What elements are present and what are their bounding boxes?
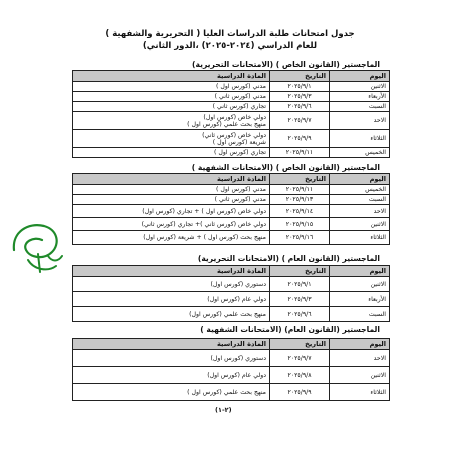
table-row (73, 185, 390, 195)
section-heading-private-written: الماجستير (القانون الخاص ) (الامتحانات التحريرية) (192, 60, 380, 69)
cell-day: الاثنين (330, 367, 390, 384)
table-header-row (73, 174, 390, 185)
table-row (73, 384, 390, 401)
cell-date: ٢٠٢٥/٩/١٤ (270, 205, 330, 218)
column-header-subject: المادة الدراسية (73, 339, 270, 350)
column-header-date: التاريخ (270, 339, 330, 350)
cell-subject (73, 130, 270, 148)
cell-date: ٢٠٢٥/٩/٦ (270, 307, 330, 322)
table-row (73, 82, 390, 92)
table-row (73, 231, 390, 245)
table-header-row (73, 266, 390, 277)
cell-date: ٢٠٢٥/٩/٩ (270, 384, 330, 401)
cell-date: ٢٠٢٥/٩/٧ (270, 112, 330, 130)
column-header-day: اليوم (330, 339, 390, 350)
cell-subject: مدني (كورس اول ) (73, 82, 270, 92)
cell-subject: دستوري (كورس اول) (73, 277, 270, 292)
cell-date: ٢٠٢٥/٩/٩ (270, 130, 330, 148)
cell-day: الاحد (330, 350, 390, 367)
cell-date: ٢٠٢٥/٩/١١ (270, 148, 330, 158)
section-heading-private-oral: الماجستير (القانون الخاص ) (الامتحانات الشفهية ) (191, 163, 380, 172)
table-row (73, 130, 390, 148)
cell-subject: دولي عام (كورس اول) (73, 367, 270, 384)
cell-subject: مدني (كورس ثاني ) (73, 195, 270, 205)
schedule-table-private-written (72, 70, 390, 158)
handwritten-signature (8, 210, 78, 280)
schedule-table-private-oral (72, 173, 390, 245)
cell-day: الثلاثاء (330, 231, 390, 245)
cell-date: ٢٠٢٥/٩/١١ (270, 185, 330, 195)
table-row (73, 292, 390, 307)
cell-subject: منهج بحث (كورس اول ) + شريعة (كورس اول) (73, 231, 270, 245)
cell-date: ٢٠٢٥/٩/١ (270, 82, 330, 92)
cell-subject: مدني (كورس ثاني ) (73, 92, 270, 102)
column-header-date: التاريخ (270, 266, 330, 277)
cell-day: الأربعاء (330, 92, 390, 102)
subject-line: شريعة (كورس اول ) (212, 138, 266, 146)
cell-date: ٢٠٢٥/٩/٣ (270, 92, 330, 102)
cell-day: السبت (330, 195, 390, 205)
table-row (73, 195, 390, 205)
column-header-subject: المادة الدراسية (73, 71, 270, 82)
table-row (73, 307, 390, 322)
cell-day: الاثنين (330, 277, 390, 292)
table-row (73, 350, 390, 367)
table-row (73, 112, 390, 130)
cell-date: ٢٠٢٥/٩/٣ (270, 292, 330, 307)
column-header-subject: المادة الدراسية (73, 266, 270, 277)
cell-date: ٢٠٢٥/٩/٦ (270, 102, 330, 112)
cell-day: السبت (330, 307, 390, 322)
cell-date: ٢٠٢٥/٩/٧ (270, 350, 330, 367)
cell-date: ٢٠٢٥/٩/٨ (270, 367, 330, 384)
cell-day: الثلاثاء (330, 384, 390, 401)
cell-subject: دستوري (كورس اول) (73, 350, 270, 367)
section-heading-public-written: الماجستير (القانون العام ) (الامتحانات التحريرية) (197, 254, 380, 263)
cell-subject: تجاري (كورس اول ) (73, 148, 270, 158)
cell-subject: دولي خاص (كورس ثاني )+ تجاري (كورس ثاني) (73, 218, 270, 231)
cell-day: السبت (330, 102, 390, 112)
column-header-date: التاريخ (270, 71, 330, 82)
cell-subject: منهج بحث علمي (كورس اول) (73, 307, 270, 322)
table-row (73, 218, 390, 231)
cell-date: ٢٠٢٥/٩/١٣ (270, 195, 330, 205)
cell-date: ٢٠٢٥/٩/١٦ (270, 231, 330, 245)
academic-year-title: للعام الدراسي (٢٠٢٤-٢٠٢٥) ،الدور الثاني) (142, 41, 318, 51)
cell-subject: دولي خاص (كورس اول ) + تجاري (كورس اول) (73, 205, 270, 218)
document-title: جدول امتحانات طلبة الدراسات العليا ( التحريرية والشفهية ) (105, 29, 355, 39)
cell-subject (73, 112, 270, 130)
table-row (73, 277, 390, 292)
table-row (73, 92, 390, 102)
cell-date: ٢٠٢٥/٩/١ (270, 277, 330, 292)
cell-day: الثلاثاء (330, 130, 390, 148)
subject-line: منهج بحث علمي (كورس اول ) (187, 120, 266, 128)
column-header-day: اليوم (330, 174, 390, 185)
cell-day: الاثنين (330, 218, 390, 231)
cell-subject: منهج بحث علمي (كورس اول ) (73, 384, 270, 401)
column-header-subject: المادة الدراسية (73, 174, 270, 185)
cell-subject: مدني (كورس اول ) (73, 185, 270, 195)
cell-day: الخميس (330, 185, 390, 195)
cell-day: الاحد (330, 205, 390, 218)
cell-day: الخميس (330, 148, 390, 158)
table-header-row (73, 339, 390, 350)
table-row (73, 205, 390, 218)
cell-subject: تجاري (كورس ثاني ) (73, 102, 270, 112)
subject-line: دولي خاص (كورس اول) (203, 113, 266, 121)
cell-day: الأربعاء (330, 292, 390, 307)
column-header-date: التاريخ (270, 174, 330, 185)
column-header-day: اليوم (330, 71, 390, 82)
cell-subject: دولي عام (كورس اول) (73, 292, 270, 307)
section-heading-public-oral: الماجستير (القانون العام) (الامتحانات الشفهية ) (200, 325, 380, 334)
table-row (73, 367, 390, 384)
column-header-day: اليوم (330, 266, 390, 277)
schedule-table-public-written (72, 265, 390, 322)
table-header-row (73, 71, 390, 82)
cell-date: ٢٠٢٥/٩/١٥ (270, 218, 330, 231)
cell-day: الاحد (330, 112, 390, 130)
page-number: (٢-١) (215, 406, 232, 414)
subject-line: دولي خاص (كورس ثاني) (202, 131, 266, 139)
table-row (73, 102, 390, 112)
table-row (73, 148, 390, 158)
cell-day: الاثنين (330, 82, 390, 92)
schedule-table-public-oral (72, 338, 390, 401)
